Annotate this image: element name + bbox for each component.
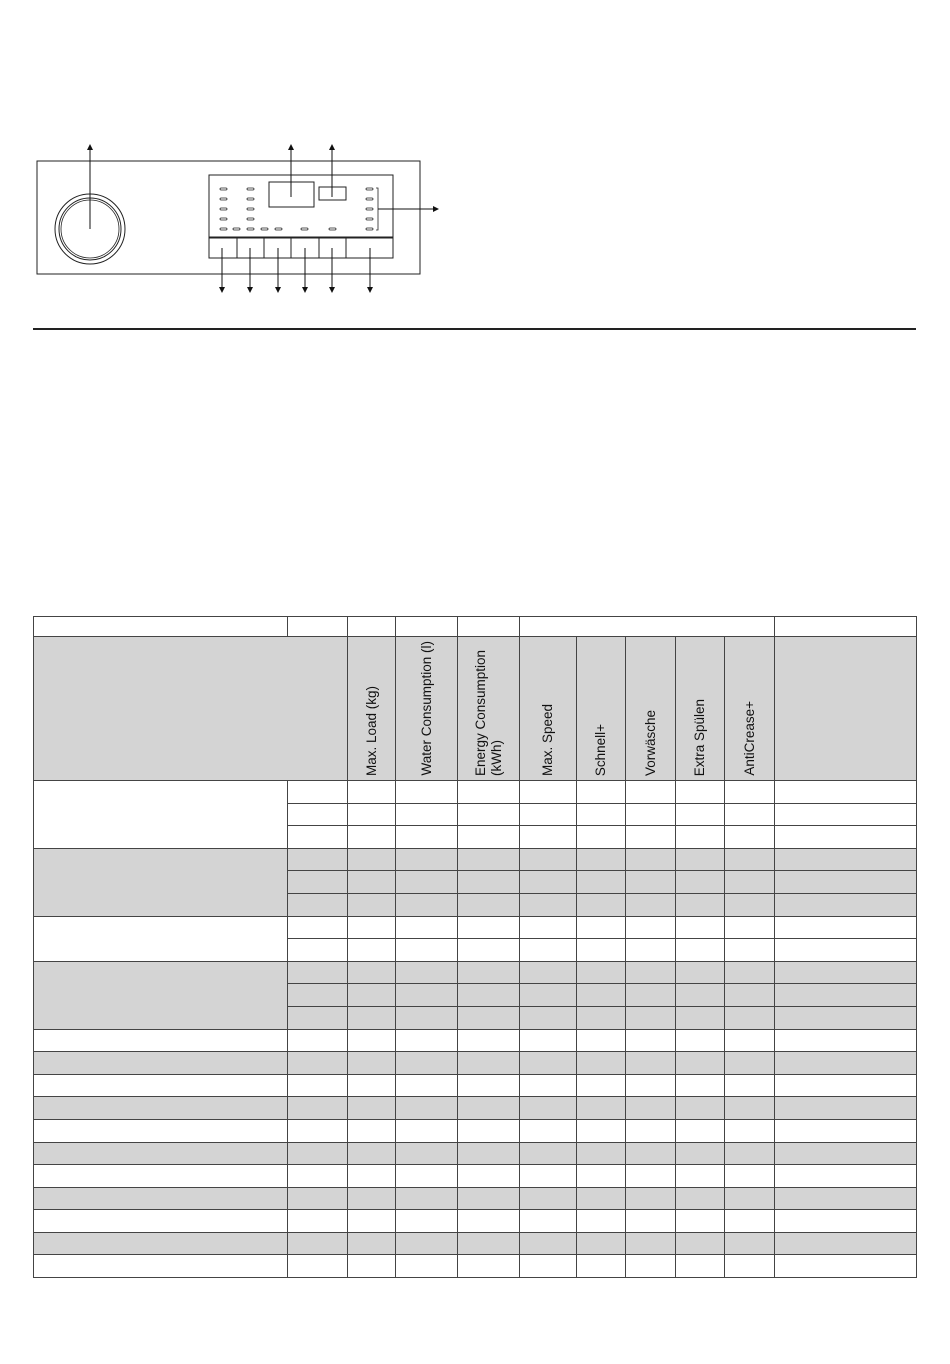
table-cell	[626, 1097, 676, 1120]
table-cell	[348, 939, 396, 962]
table-cell	[676, 781, 725, 804]
table-cell	[348, 893, 396, 916]
table-cell	[725, 916, 775, 939]
table-cell	[626, 1074, 676, 1097]
section-divider	[33, 328, 916, 330]
table-cell	[396, 1165, 458, 1188]
header-max-load-label: Max. Load (kg)	[363, 685, 379, 776]
table-cell	[458, 1052, 520, 1075]
table-row	[34, 1165, 917, 1188]
table-cell	[626, 1210, 676, 1233]
table-cell	[520, 893, 577, 916]
header-programme	[34, 637, 348, 781]
table-cell	[458, 893, 520, 916]
table-cell	[520, 1006, 577, 1029]
header-schnell	[577, 637, 626, 781]
table-cell	[725, 984, 775, 1007]
table-cell	[577, 1187, 626, 1210]
table-cell	[288, 984, 348, 1007]
header-water	[396, 637, 458, 781]
table-cell	[348, 1119, 396, 1142]
table-cell	[775, 1187, 917, 1210]
table-cell	[396, 1097, 458, 1120]
table-cell	[626, 1255, 676, 1278]
control-buttons	[209, 238, 393, 258]
table-cell	[288, 1119, 348, 1142]
table-header-row	[34, 637, 917, 781]
table-cell	[775, 1097, 917, 1120]
programme-name-cell	[34, 1187, 288, 1210]
table-cell	[288, 1074, 348, 1097]
table-cell	[458, 916, 520, 939]
table-cell	[520, 1165, 577, 1188]
table-cell	[676, 961, 725, 984]
table-cell	[520, 1119, 577, 1142]
table-cell	[775, 1165, 917, 1188]
table-cell	[626, 1029, 676, 1052]
table-cell	[676, 1187, 725, 1210]
table-cell	[396, 871, 458, 894]
table-cell	[775, 984, 917, 1007]
table-cell	[626, 916, 676, 939]
programme-name-cell	[34, 1232, 288, 1255]
table-cell	[676, 1097, 725, 1120]
header-vorwaesche	[626, 637, 676, 781]
table-cell	[288, 1052, 348, 1075]
header-max-speed	[520, 637, 577, 781]
table-row	[34, 781, 917, 804]
table-cell	[775, 1232, 917, 1255]
table-cell	[520, 826, 577, 849]
programme-table	[33, 616, 917, 1278]
programme-name-cell	[34, 1029, 288, 1052]
table-cell	[626, 893, 676, 916]
header-extra-spuelen-label: Extra Spülen	[692, 698, 707, 776]
table-cell	[520, 1232, 577, 1255]
table-cell	[626, 984, 676, 1007]
table-cell	[676, 893, 725, 916]
table-cell	[626, 1142, 676, 1165]
table-cell	[520, 961, 577, 984]
table-row	[34, 1097, 917, 1120]
table-cell	[520, 803, 577, 826]
table-row	[34, 916, 917, 939]
table-cell	[775, 1119, 917, 1142]
table-cell	[725, 1029, 775, 1052]
programme-name-cell	[34, 848, 288, 916]
table-cell	[626, 1119, 676, 1142]
table-cell	[577, 1119, 626, 1142]
table-cell	[348, 961, 396, 984]
table-cell	[676, 1210, 725, 1233]
table-cell	[288, 1006, 348, 1029]
table-cell	[458, 1187, 520, 1210]
panel-outline	[37, 161, 420, 274]
table-cell	[676, 826, 725, 849]
table-cell	[348, 1142, 396, 1165]
table-cell	[288, 961, 348, 984]
table-cell	[458, 848, 520, 871]
table-cell	[577, 1210, 626, 1233]
table-cell	[458, 803, 520, 826]
table-cell	[520, 871, 577, 894]
header-cell	[775, 617, 917, 637]
table-cell	[288, 871, 348, 894]
table-cell	[396, 939, 458, 962]
table-cell	[288, 826, 348, 849]
table-cell	[348, 826, 396, 849]
header-notes	[775, 637, 917, 781]
table-cell	[626, 826, 676, 849]
table-cell	[775, 916, 917, 939]
table-cell	[520, 1074, 577, 1097]
table-cell	[396, 781, 458, 804]
header-max-load	[348, 637, 396, 781]
control-panel-diagram	[0, 0, 950, 300]
table-cell	[520, 781, 577, 804]
table-cell	[775, 893, 917, 916]
programme-name-cell	[34, 1142, 288, 1165]
table-cell	[458, 826, 520, 849]
table-cell	[676, 871, 725, 894]
programme-name-cell	[34, 1052, 288, 1075]
table-row	[34, 1052, 917, 1075]
table-cell	[348, 1029, 396, 1052]
table-cell	[458, 1210, 520, 1233]
table-cell	[725, 803, 775, 826]
table-cell	[725, 1052, 775, 1075]
table-cell	[676, 1074, 725, 1097]
header-cell	[348, 617, 396, 637]
table-cell	[626, 1232, 676, 1255]
table-cell	[348, 1187, 396, 1210]
table-cell	[348, 1210, 396, 1233]
table-cell	[725, 893, 775, 916]
table-cell	[348, 916, 396, 939]
programme-name-cell	[34, 1074, 288, 1097]
table-cell	[577, 781, 626, 804]
table-cell	[725, 826, 775, 849]
table-cell	[775, 1255, 917, 1278]
table-cell	[775, 1074, 917, 1097]
table-cell	[520, 1052, 577, 1075]
table-row	[34, 1187, 917, 1210]
table-cell	[396, 1052, 458, 1075]
table-cell	[458, 1006, 520, 1029]
table-cell	[520, 1210, 577, 1233]
table-cell	[676, 939, 725, 962]
programme-name-cell	[34, 961, 288, 1029]
table-cell	[676, 1029, 725, 1052]
table-cell	[676, 1006, 725, 1029]
table-cell	[775, 826, 917, 849]
table-cell	[396, 803, 458, 826]
table-row	[34, 961, 917, 984]
table-cell	[458, 871, 520, 894]
table-cell	[725, 1142, 775, 1165]
table-cell	[676, 1255, 725, 1278]
table-cell	[520, 939, 577, 962]
table-cell	[396, 1255, 458, 1278]
table-row	[34, 1232, 917, 1255]
table-cell	[348, 1255, 396, 1278]
table-cell	[288, 939, 348, 962]
table-cell	[396, 1210, 458, 1233]
table-cell	[725, 1187, 775, 1210]
table-cell	[626, 803, 676, 826]
table-cell	[676, 848, 725, 871]
table-cell	[348, 1165, 396, 1188]
table-cell	[775, 939, 917, 962]
table-cell	[458, 939, 520, 962]
table-cell	[396, 1142, 458, 1165]
table-cell	[577, 1052, 626, 1075]
table-cell	[577, 984, 626, 1007]
table-cell	[775, 871, 917, 894]
table-cell	[288, 1165, 348, 1188]
table-cell	[775, 1052, 917, 1075]
table-cell	[520, 1097, 577, 1120]
header-cell-options	[520, 617, 775, 637]
header-cell	[396, 617, 458, 637]
table-cell	[577, 961, 626, 984]
table-cell	[348, 848, 396, 871]
table-row	[34, 1142, 917, 1165]
table-cell	[725, 1006, 775, 1029]
header-water-label: Water Consumption (l)	[418, 641, 434, 776]
table-cell	[725, 1232, 775, 1255]
table-header-top-row	[34, 617, 917, 637]
header-anticrease	[725, 637, 775, 781]
table-cell	[396, 893, 458, 916]
table-cell	[396, 1187, 458, 1210]
header-vorwaesche-label: Vorwäsche	[642, 709, 658, 776]
table-cell	[626, 1052, 676, 1075]
table-cell	[676, 1232, 725, 1255]
table-cell	[396, 848, 458, 871]
table-cell	[458, 984, 520, 1007]
table-cell	[626, 961, 676, 984]
table-cell	[676, 916, 725, 939]
header-anticrease-label: AntiCrease+	[741, 701, 757, 776]
table-cell	[520, 1029, 577, 1052]
table-cell	[577, 893, 626, 916]
table-cell	[577, 1074, 626, 1097]
table-cell	[288, 1142, 348, 1165]
table-cell	[676, 1119, 725, 1142]
table-cell	[577, 1232, 626, 1255]
table-cell	[396, 984, 458, 1007]
table-cell	[577, 1165, 626, 1188]
table-cell	[520, 1187, 577, 1210]
table-cell	[458, 961, 520, 984]
table-cell	[775, 961, 917, 984]
table-cell	[396, 826, 458, 849]
table-cell	[520, 984, 577, 1007]
header-schnell-label: Schnell+	[593, 723, 608, 776]
table-cell	[348, 871, 396, 894]
programme-name-cell	[34, 781, 288, 849]
table-row	[34, 1210, 917, 1233]
table-cell	[725, 1255, 775, 1278]
header-extra-spuelen	[676, 637, 725, 781]
table-cell	[348, 1074, 396, 1097]
table-cell	[458, 1142, 520, 1165]
table-cell	[775, 803, 917, 826]
header-energy-label: Energy Consumption (kWh)	[472, 649, 504, 776]
table-cell	[348, 781, 396, 804]
table-cell	[577, 1006, 626, 1029]
table-cell	[577, 803, 626, 826]
table-cell	[396, 916, 458, 939]
table-cell	[725, 1097, 775, 1120]
table-cell	[396, 1029, 458, 1052]
table-cell	[775, 781, 917, 804]
programme-name-cell	[34, 1165, 288, 1188]
table-cell	[676, 1142, 725, 1165]
table-cell	[725, 1210, 775, 1233]
header-cell	[458, 617, 520, 637]
table-cell	[288, 803, 348, 826]
table-cell	[626, 1187, 676, 1210]
table-cell	[458, 1097, 520, 1120]
table-cell	[288, 1187, 348, 1210]
table-row	[34, 1029, 917, 1052]
table-cell	[458, 1232, 520, 1255]
table-cell	[676, 1052, 725, 1075]
indicator-lights-right	[366, 188, 378, 230]
table-cell	[725, 1165, 775, 1188]
table-cell	[348, 1006, 396, 1029]
programme-name-cell	[34, 1097, 288, 1120]
table-cell	[288, 1097, 348, 1120]
table-cell	[676, 803, 725, 826]
table-cell	[396, 1006, 458, 1029]
table-cell	[676, 1165, 725, 1188]
table-cell	[396, 1074, 458, 1097]
table-cell	[626, 848, 676, 871]
header-cell	[34, 617, 288, 637]
table-cell	[775, 1142, 917, 1165]
table-cell	[626, 781, 676, 804]
table-row	[34, 848, 917, 871]
table-cell	[288, 848, 348, 871]
table-cell	[458, 1029, 520, 1052]
table-cell	[725, 1074, 775, 1097]
programme-name-cell	[34, 1119, 288, 1142]
table-cell	[396, 1119, 458, 1142]
header-energy	[458, 637, 520, 781]
table-cell	[577, 1029, 626, 1052]
table-cell	[348, 1232, 396, 1255]
table-cell	[577, 1255, 626, 1278]
table-row	[34, 1119, 917, 1142]
table-cell	[520, 848, 577, 871]
table-cell	[626, 939, 676, 962]
table-cell	[288, 1232, 348, 1255]
table-cell	[775, 1006, 917, 1029]
table-cell	[288, 916, 348, 939]
leader-lines	[90, 147, 436, 290]
table-cell	[577, 939, 626, 962]
table-cell	[725, 1119, 775, 1142]
programme-name-cell	[34, 1210, 288, 1233]
header-max-speed-label: Max. Speed	[540, 703, 555, 776]
table-cell	[348, 1097, 396, 1120]
header-cell	[288, 617, 348, 637]
table-body	[34, 781, 917, 1278]
table-cell	[577, 916, 626, 939]
table-cell	[725, 961, 775, 984]
table-cell	[288, 781, 348, 804]
table-cell	[775, 1029, 917, 1052]
table-cell	[458, 1165, 520, 1188]
table-cell	[626, 871, 676, 894]
table-cell	[520, 1142, 577, 1165]
programme-name-cell	[34, 1255, 288, 1278]
table-cell	[577, 1142, 626, 1165]
table-cell	[775, 848, 917, 871]
table-cell	[348, 803, 396, 826]
table-cell	[520, 1255, 577, 1278]
table-cell	[458, 781, 520, 804]
table-cell	[396, 961, 458, 984]
table-cell	[288, 1210, 348, 1233]
table-cell	[725, 871, 775, 894]
table-row	[34, 1074, 917, 1097]
table-cell	[458, 1074, 520, 1097]
table-cell	[626, 1165, 676, 1188]
table-cell	[396, 1232, 458, 1255]
table-cell	[458, 1119, 520, 1142]
table-cell	[458, 1255, 520, 1278]
table-row	[34, 1255, 917, 1278]
table-cell	[725, 781, 775, 804]
table-cell	[348, 1052, 396, 1075]
table-cell	[676, 984, 725, 1007]
programme-name-cell	[34, 916, 288, 961]
table-cell	[520, 916, 577, 939]
table-cell	[288, 1255, 348, 1278]
table-cell	[288, 1029, 348, 1052]
table-cell	[626, 1006, 676, 1029]
table-cell	[577, 826, 626, 849]
table-cell	[348, 984, 396, 1007]
table-cell	[577, 1097, 626, 1120]
table-cell	[577, 848, 626, 871]
table-cell	[577, 871, 626, 894]
table-cell	[725, 939, 775, 962]
table-cell	[775, 1210, 917, 1233]
table-cell	[288, 893, 348, 916]
table-cell	[725, 848, 775, 871]
